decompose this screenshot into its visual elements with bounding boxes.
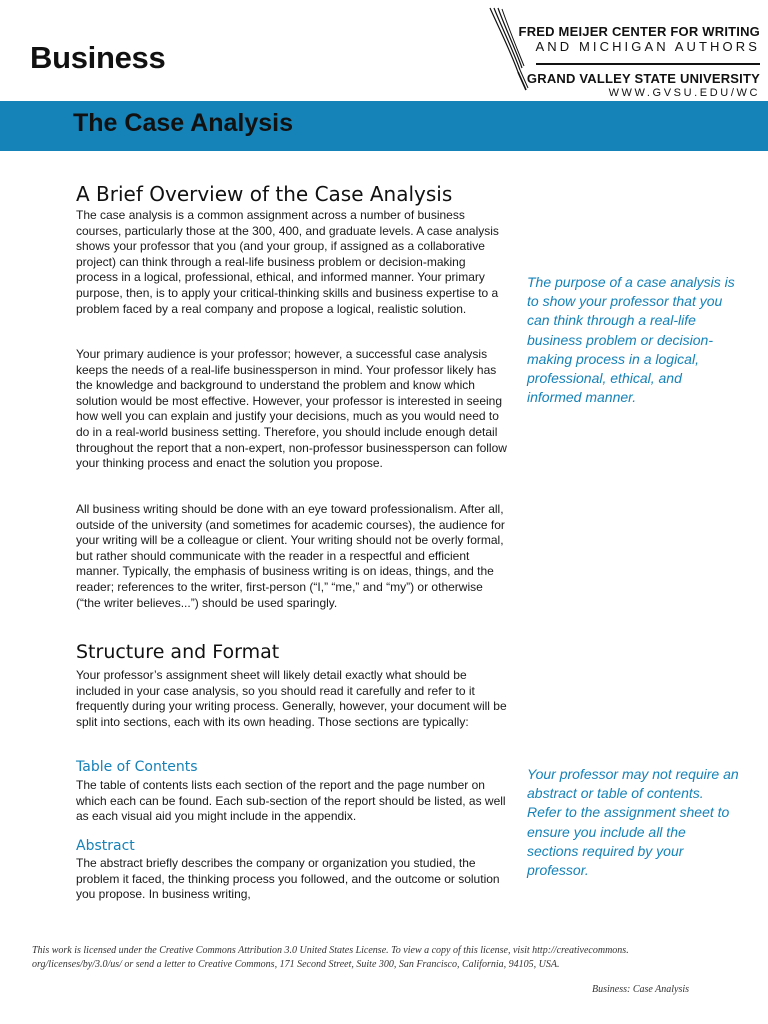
logo-line-university: GRAND VALLEY STATE UNIVERSITY bbox=[526, 71, 760, 86]
structure-heading: Structure and Format bbox=[76, 641, 280, 663]
logo-line-authors: AND MICHIGAN AUTHORS bbox=[535, 39, 760, 54]
logo-line-url: WWW.GVSU.EDU/WC bbox=[608, 87, 760, 99]
overview-paragraph-3: All business writing should be done with an eye toward professionalism. After all, outside of the university (and sometimes for academic courses), the audience for your writing will be a colleague or client. Your writing should not be overly formal, but rather should communicate with the reader in a respectful and efficient manner. Typically, the emphasis of business writing is on ideas, things, and the reader; references to the writer, first-person (“I,” “me,” and “my”) or otherwise (“the writer believes...”) should be used sparingly. bbox=[76, 502, 505, 610]
logo-line-center: FRED MEIJER CENTER FOR WRITING bbox=[518, 24, 760, 39]
writing-center-logo bbox=[488, 6, 764, 102]
overview-paragraph-1: The case analysis is a common assignment across a number of business courses, particularly those at the 300, 400, and graduate levels. A case analysis shows your professor that you (and your group, if assigned as a collaborative project) can think through a real-life business problem or decision-making process in a logical, professional, ethical, and informed manner. Your primary purpose, then, is to apply your critical-thinking skills and business expertise to a problem faced by a real company and propose a logical, realistic solution. bbox=[76, 208, 499, 316]
license-notice: This work is licensed under the Creative Commons Attribution 3.0 United States License. To view a copy of this license, visit http://creativecommons. org/licenses/by/3.0/us/ or send a letter to Creative Commons, 171 Second Street, Suite 300, San Francisco, California, 94105, USA. bbox=[32, 945, 629, 970]
page-category: Business bbox=[30, 40, 166, 75]
overview-paragraph-2: Your primary audience is your professor; however, a successful case analysis keeps the needs of a real-life businessperson in mind. Your professor likely has the knowledge and background to understand the problem and know which solution would be most effective. However, your professor is interested in seeing how well you can explain and justify your decisions, much as you would need to do in a real-world business setting. Therefore, you should include enough detail throughout the report that a non-expert, non-professor businessperson can follow your thinking process and enact the solution you propose. bbox=[76, 347, 507, 471]
toc-paragraph: The table of contents lists each section of the report and the page number on which each can be found. Each sub-section of the report should be listed, as well as each visual aid you might include in the appendix. bbox=[76, 778, 506, 824]
sidebar-callout-purpose: The purpose of a case analysis is to show your professor that you can think through a real-life business problem or decision-making process in a logical, professional, ethical, and informed manner. bbox=[527, 274, 735, 406]
structure-paragraph: Your professor’s assignment sheet will likely detail exactly what should be included in your case analysis, so you should read it carefully and refer to it frequently during your writing process. Generally, however, your document will be split into sections, each with its own heading. Those sections are typically: bbox=[76, 668, 507, 729]
overview-heading: A Brief Overview of the Case Analysis bbox=[76, 182, 453, 206]
logo-divider bbox=[536, 63, 760, 65]
abstract-subheading: Abstract bbox=[76, 838, 135, 854]
sidebar-callout-requirements: Your professor may not require an abstract or table of contents. Refer to the assignment sheet to ensure you include all the sections required by your professor. bbox=[527, 766, 739, 879]
abstract-paragraph: The abstract briefly describes the company or organization you studied, the problem it faced, the thinking process you followed, and the outcome or solution you propose. In business writing, bbox=[76, 856, 500, 902]
toc-subheading: Table of Contents bbox=[76, 759, 198, 775]
running-footer: Business: Case Analysis bbox=[592, 984, 690, 995]
title-band bbox=[0, 101, 768, 151]
document-title: The Case Analysis bbox=[73, 109, 294, 137]
